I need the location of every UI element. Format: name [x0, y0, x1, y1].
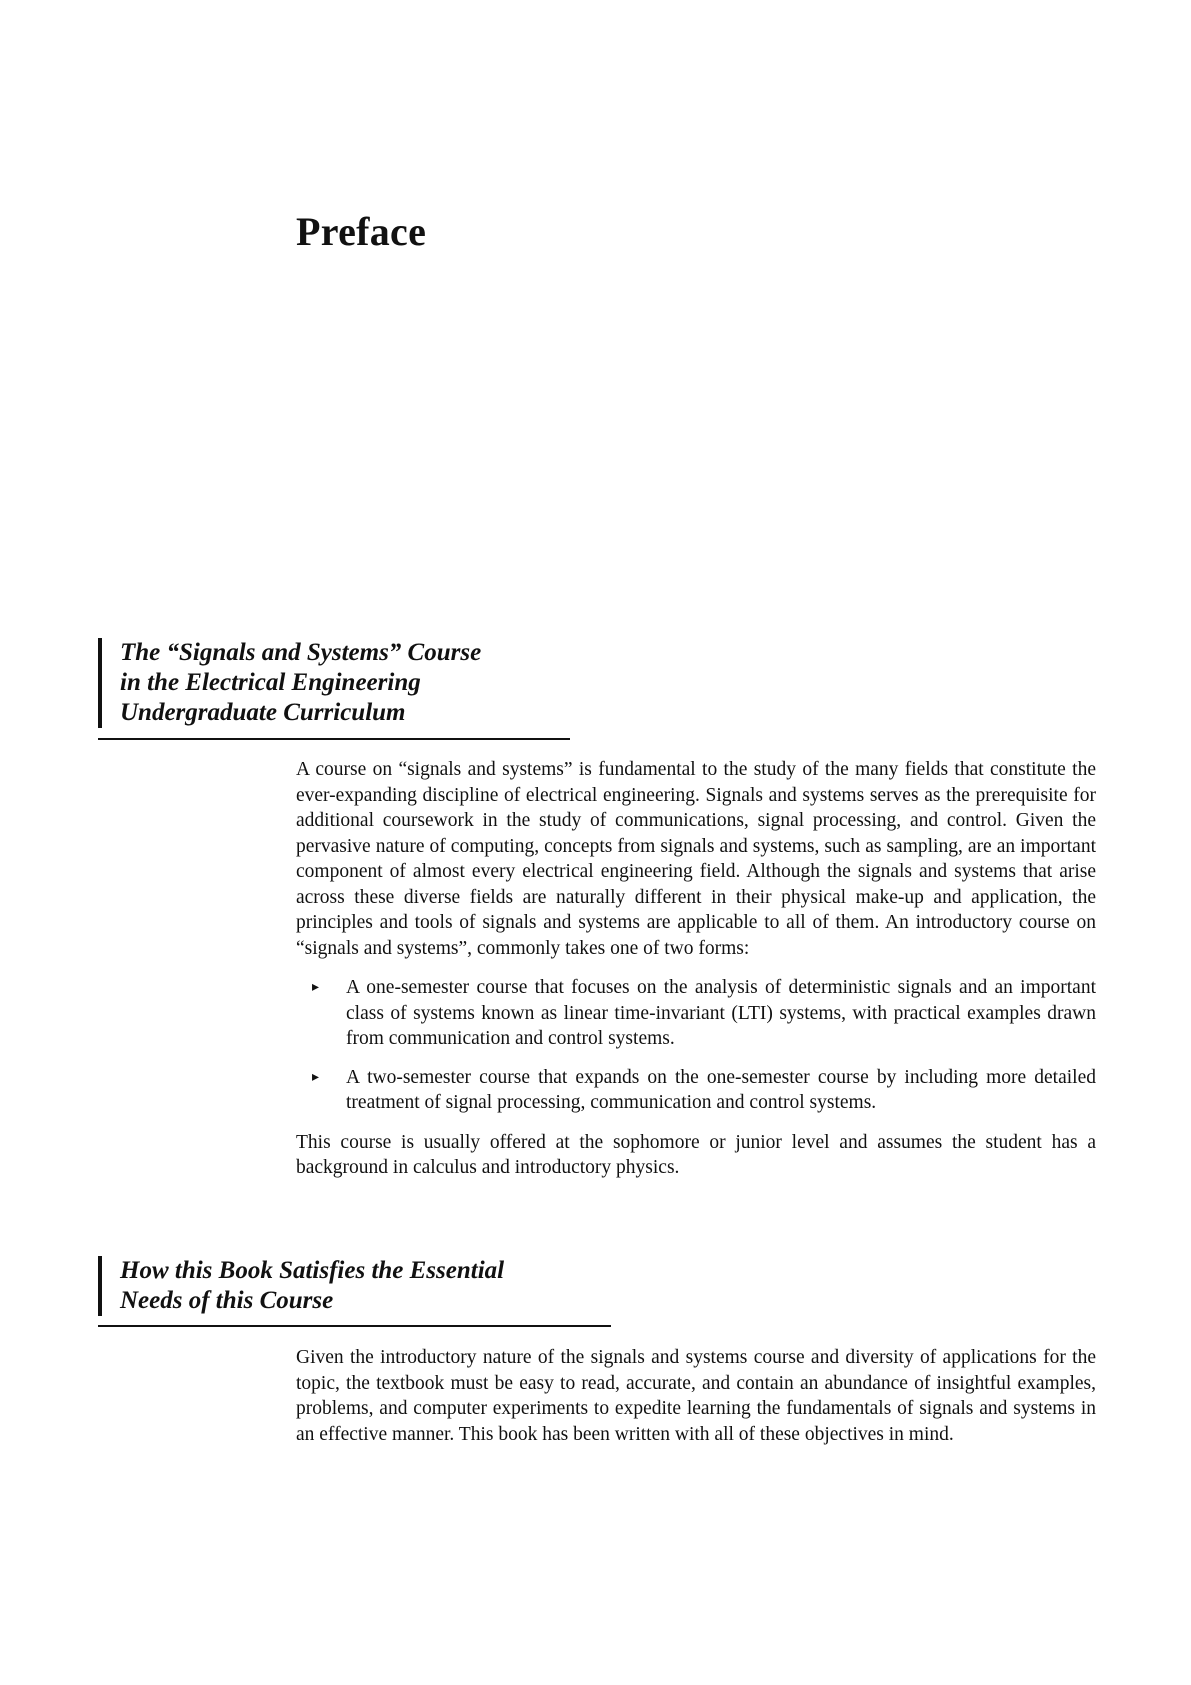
intro-paragraph: Given the introductory nature of the signals and systems course and diversity of applications for the topic, the textbook must be easy to read, accurate, and contain an abundance of insightful examples, problems, and computer experiments to expedite learning the fundamentals of signals and systems in an effective manner. This book has been written with all of these objectives in mind. [296, 1347, 1096, 1445]
section-heading-line: Needs of this Course [120, 1287, 334, 1314]
section-heading-rule [98, 738, 570, 740]
section-heading-line: How this Book Satisfies the Essential [120, 1257, 505, 1284]
list-item [312, 1065, 1096, 1116]
section-heading-book-needs [98, 1256, 504, 1316]
intro-paragraph: A course on “signals and systems” is fundamental to the study of the many fields that constitute the ever-expanding discipline of electrical engineering. Signals and systems serves as the prerequisite for additional coursework in the study of communications, signal processing, and control. Given the pervasive nature of computing, concepts from signals and systems, such as sampling, are an important component of almost every electrical engineering field. Although the signals and systems that arise across these diverse fields are naturally different in their physical make-up and application, the principles and tools of signals and systems are applicable to all of them. An introductory course on “signals and systems”, commonly takes one of two forms: [296, 759, 1096, 959]
section-heading-line: in the Electrical Engineering [120, 669, 421, 696]
section-heading-rule [98, 1325, 611, 1327]
section-body-signals-course [296, 757, 1096, 1181]
section-heading-signals-course [98, 638, 481, 728]
list-item-text: A one-semester course that focuses on the analysis of deterministic signals and an important class of systems known as linear time-invariant (LTI) systems, with practical examples drawn from communication and control systems. [346, 977, 1096, 1049]
section-body-book-needs [296, 1345, 1096, 1447]
closing-paragraph: This course is usually offered at the sophomore or junior level and assumes the student has a background in calculus and introductory physics. [296, 1131, 1096, 1178]
section-heading-line: Undergraduate Curriculum [120, 699, 406, 726]
list-item [312, 975, 1096, 1052]
section-heading-line: The “Signals and Systems” Course [120, 639, 482, 666]
list-item-text: A two-semester course that expands on the one-semester course by including more detailed treatment of signal processing, communication and control systems. [346, 1066, 1096, 1113]
triangle-bullet-icon: ▸ [312, 980, 320, 995]
course-forms-list [296, 975, 1096, 1116]
page-title: Preface [296, 209, 427, 254]
triangle-bullet-icon: ▸ [312, 1069, 320, 1085]
